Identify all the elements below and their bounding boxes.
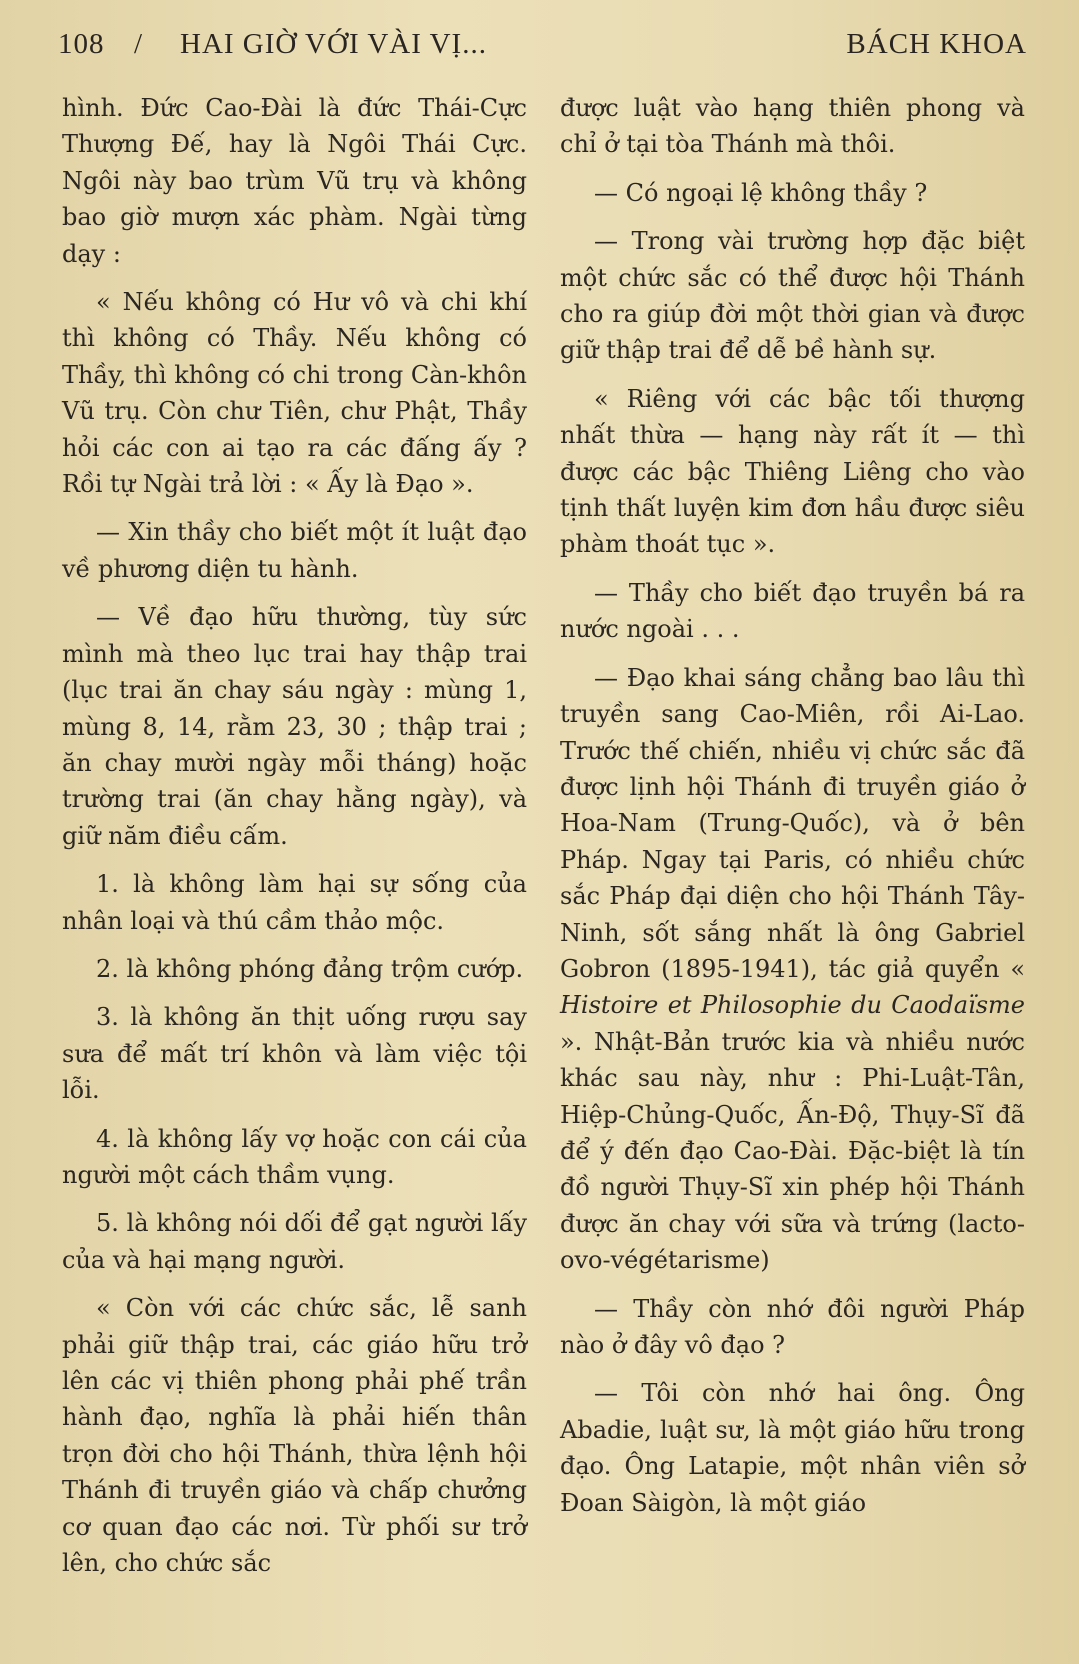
book-title: Histoire et Philosophie du Caodaïsme — [560, 991, 1025, 1020]
running-header — [58, 24, 1027, 70]
paragraph: — Có ngoại lệ không thầy ? — [594, 178, 928, 207]
paragraph: được luật vào hạng thiên phong và chỉ ở tại tòa Thánh mà thôi. — [560, 94, 1025, 159]
paragraph: — Thầy cho biết đạo truyền bá ra nước ngoài . . . — [560, 578, 1025, 644]
right-column — [560, 90, 1025, 1521]
page-number: 108 — [58, 28, 105, 60]
paragraph: — Thầy còn nhớ đôi người Pháp nào ở đây vô đạo ? — [560, 1294, 1025, 1359]
paragraph: 1. là không làm hại sự sống của nhân loại và thú cầm thảo mộc. — [62, 870, 527, 935]
text-run: — Đạo khai sáng chẳng bao lâu thì truyền sang Cao-Miên, rồi Ai-Lao. Trước thế chiến, nhiều vị chức sắc đã được lịnh hội Thánh đi truyền giáo ở Hoa-Nam (Trung-Quốc), và ở bên Pháp. Ngay tại Paris, có nhiều chức sắc Pháp đại diện cho hội Thánh Tây-Ninh, sốt sắng nhất là ông Gabriel Gobron (1895-1941), tác giả quyển « — [560, 663, 1025, 983]
paragraph: « Còn với các chức sắc, lễ sanh phải giữ thập trai, các giáo hữu trở lên các vị thiên phong phải phế trần hành đạo, nghĩa là phải hiến thân trọn đời cho hội Thánh, thừa lệnh hội Thánh đi truyền giáo và chấp chưởng cơ quan đạo các nơi. Từ phối sư trở lên, cho chức sắc — [62, 1294, 527, 1578]
paragraph: 4. là không lấy vợ hoặc con cái của người một cách thầm vụng. — [62, 1124, 527, 1189]
paragraph: — Tôi còn nhớ hai ông. Ông Abadie, luật sư, là một giáo hữu trong đạo. Ông Latapie, một nhân viên sở Đoan Sàigòn, là một giáo — [560, 1379, 1025, 1517]
paragraph: « Nếu không có Hư vô và chi khí thì không có Thầy. Nếu không có Thầy, thì không có chi trong Càn-khôn Vũ trụ. Còn chư Tiên, chư Phật, Thầy hỏi các con ai tạo ra các đấng ấy ? Rồi tự Ngài trả lời : « Ấy là Đạo ». — [62, 288, 527, 499]
article-title: HAI GIỜ VỚI VÀI VỊ... — [180, 28, 487, 60]
text-run: ». Nhật-Bản trước kia và nhiều nước khác sau này, như : Phi-Luật-Tân, Hiệp-Chủng-Quốc, Ấn-Độ, Thụy-Sĩ đã để ý đến đạo Cao-Đài. Đặc-biệt là tín đồ người Thụy-Sĩ xin phép hội Thánh được ăn chay với sữa và trứng (lacto-ovo-végétarisme) — [560, 1027, 1025, 1275]
paragraph: — Trong vài trường hợp đặc biệt một chức sắc có thể được hội Thánh cho ra giúp đời một thời gian và được giữ thập trai để dễ bề hành sự. — [560, 227, 1025, 365]
paragraph: 5. là không nói dối để gạt người lấy của và hại mạng người. — [62, 1209, 527, 1274]
paragraph: « Riêng với các bậc tối thượng nhất thừa — hạng này rất ít — thì được các bậc Thiêng Liêng cho vào tịnh thất luyện kim đơn hầu được siêu phàm thoát tục ». — [560, 384, 1025, 559]
paragraph: 2. là không phóng đảng trộm cướp. — [96, 954, 524, 983]
paragraph: — Xin thầy cho biết một ít luật đạo về phương diện tu hành. — [62, 518, 527, 583]
paragraph: 3. là không ăn thịt uống rượu say sưa để mất trí khôn và làm việc tội lỗi. — [62, 1003, 527, 1105]
paragraph — [560, 660, 1025, 1279]
left-column — [62, 90, 527, 1581]
header-separator: / — [134, 28, 144, 60]
paragraph: — Về đạo hữu thường, tùy sức mình mà theo lục trai hay thập trai (lục trai ăn chay sáu ngày : mùng 1, mùng 8, 14, rằm 23, 30 ; thập trai ; ăn chay mười ngày mỗi tháng) hoặc trường trai (ăn chay hằng ngày), và giữ năm điều cấm. — [62, 603, 527, 850]
journal-name: BÁCH KHOA — [846, 28, 1027, 60]
paragraph: hình. Đức Cao-Đài là đức Thái-Cực Thượng Đế, hay là Ngôi Thái Cực. Ngôi này bao trùm Vũ trụ và không bao giờ mượn xác phàm. Ngài từng dạy : — [62, 94, 527, 268]
